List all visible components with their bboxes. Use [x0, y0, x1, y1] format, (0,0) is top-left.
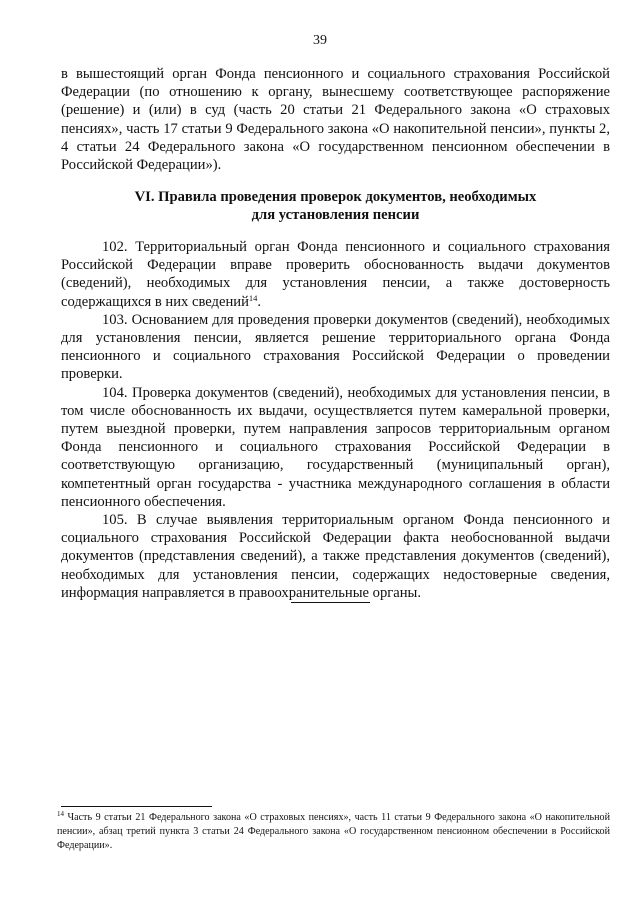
paragraph-text: 102. Территориальный орган Фонда пенсионного и социального страхования Российской Федерации вправе проверить обоснованность выдачи документов (сведений), необходимых для установления пенсии, а также достоверность содержащихся в них сведений — [61, 239, 610, 310]
footnote — [57, 811, 610, 852]
section-heading-line-1: VI. Правила проведения проверок документов, необходимых — [134, 189, 537, 205]
paragraph-terminator: . — [257, 293, 262, 310]
footnote-reference[interactable]: 14 — [248, 292, 258, 303]
section-heading-line-2: для установления пенсии — [251, 207, 420, 224]
section-end-divider — [291, 602, 370, 603]
paragraph-text: в вышестоящий орган Фонда пенсионного и социального страхования Российской Федерации (по отношению к органу, вынесшему соответствующее распоряжение (решение) и (или) в суд (часть 20 статьи 21 Федерального закона «О страховых пенсиях», часть 17 статьи 9 Федерального закона «О накопительной пенсии», пункты 2, 4 статьи 24 Федерального закона «О государственном пенсионном обеспечении в Российской Федерации»). — [61, 66, 610, 174]
footnote-divider — [61, 806, 212, 807]
intro-paragraph — [61, 65, 610, 174]
paragraph-104: 104. Проверка документов (сведений), необходимых для установления пенсии, в том числе обоснованность их выдачи, осуществляется путем камеральной проверки, путем выездной проверки, путем направления запросов территориальным органом Фонда пенсионного и социального страхования Российской Федерации в соответствующую организацию, государственный (муниципальный орган), компетентный орган государства - участника международного соглашения в области пенсионного обеспечения. — [61, 384, 610, 510]
paragraph-102 — [61, 238, 610, 311]
footnote-text: Часть 9 статьи 21 Федерального закона «О страховых пенсиях», часть 11 статьи 9 Федерального закона «О накопительной пенсии», абзац третий пункта 3 статьи 24 Федерального закона «О государственном пенсионном обеспечении в Российской Федерации». — [57, 812, 610, 851]
section-heading — [61, 188, 610, 224]
footnote-marker: 14 — [57, 810, 64, 818]
section-body — [61, 238, 610, 602]
paragraph-105: 105. В случае выявления территориальным органом Фонда пенсионного и социального страхования Российской Федерации факта необоснованной выдачи документов (представления сведений), а также представления документов (сведений), необходимых для установления пенсии, содержащих недостоверные сведения, информация направляется в правоохранительные органы. — [61, 512, 610, 601]
page-number: 39 — [313, 33, 327, 48]
paragraph-103: 103. Основанием для проведения проверки документов (сведений), необходимых для установления пенсии, является решение территориального органа Фонда пенсионного и социального страхования Российской Федерации о проведении проверки. — [61, 311, 610, 383]
